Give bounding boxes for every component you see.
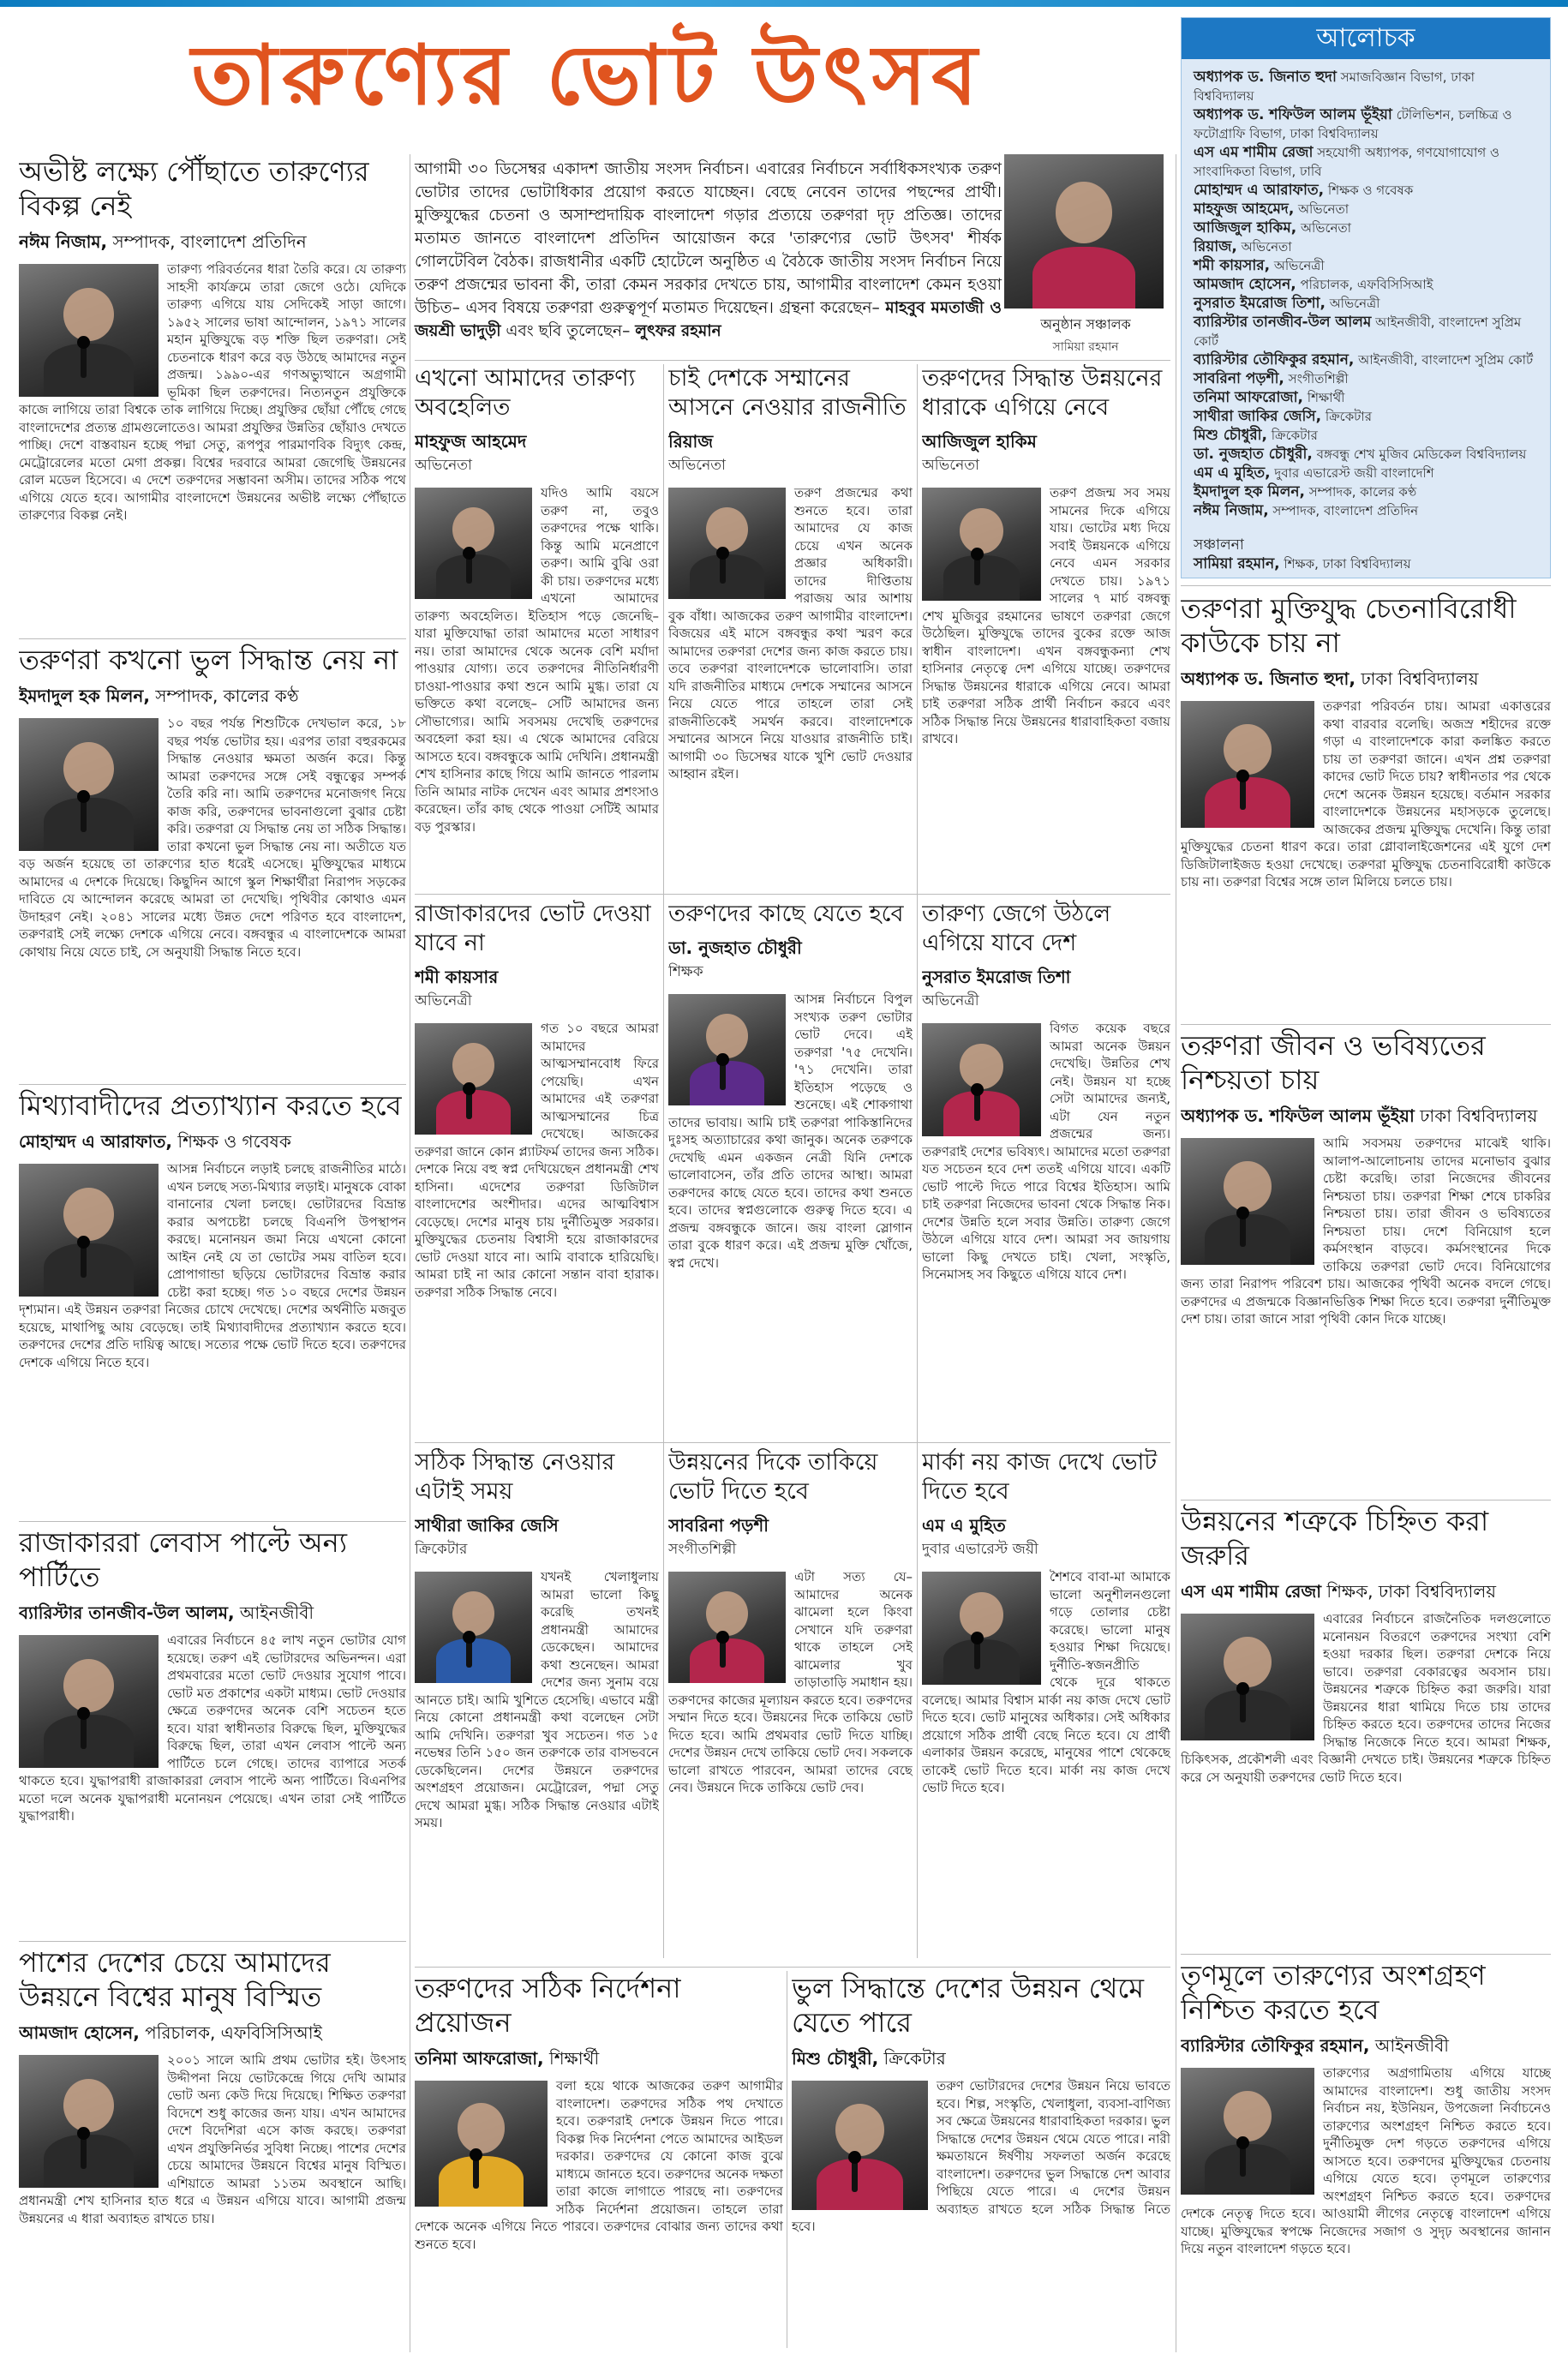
section-rule	[19, 1521, 406, 1522]
article-headline: রাজাকারদের ভোট দেওয়া যাবে না	[415, 901, 651, 956]
intro-text: আগামী ৩০ ডিসেম্বর একাদশ জাতীয় সংসদ নির্বাচন। এবারের নির্বাচনে সর্বাধিকসংখ্যক তরুণ ভোটার তাদের ভোটাধিকার প্রয়োগ করতে যাচ্ছেন। বেছে নেবেন তাদের পছন্দের প্রার্থী। মুক্তিযুদ্ধের চেতনা ও অসাম্প্রদায়িক বাংলাদেশ গড়ার প্রত্যয়ে তরুণরা দৃঢ় প্রতিজ্ঞ। তাদের মতামত জানতে বাংলাদেশ প্রতিদিন আয়োজন করে 'তারুণ্যের ভোট উৎসব' শীর্ষক গোলটেবিল বৈঠক। রাজধানীর একটি হোটেলে অনুষ্ঠিত এ বৈঠকে জাতীয় সংসদ নির্বাচন নিয়ে তরুণ প্রজন্মের ভাবনা কী, তারা কেমন সরকার দেখতে চায়, আগামীর বাংলাদেশ কেমন হওয়া উচিত– এসব বিষয়ে তরুণরা গুরুত্বপূর্ণ মতামত দিয়েছেন। গ্রন্থনা করেছেন– মাহবুব মমতাজী ও জয়শ্রী ভাদুড়ী এবং ছবি তুলেছেন– লুৎফর রহমান	[415, 160, 1002, 340]
section-rule	[1181, 1024, 1551, 1025]
section-rule	[1181, 1954, 1551, 1955]
article-headline: তরুণদের কাছে যেতে হবে	[668, 901, 904, 927]
article-c2	[792, 1971, 1170, 2348]
article-byline: অধ্যাপক ড. জিনাত হুদা, ঢাকা বিশ্ববিদ্যালয়	[1181, 668, 1479, 689]
article-body: যখনই খেলাধুলায় আমরা ভালো কিছু করেছি তখনই প্রধানমন্ত্রী আমাদের ডেকেছেন। আমাদের কথা শুনেছেন। আমরা দেশের জন্য সুনাম বয়ে আনতে চাই। আমি খুশিতে হেসেছি। এভাবে মন্ত্রী নিয়ে কোনো প্রধানমন্ত্রী কথা বলেছেন সেটা আমি দেখিনি। তরুণরা খুব সচেতন। গত ১৫ নভেম্বর তিনি ১৫০ জন তরুণকে তার বাসভবনে ডেকেছিলেন। দেশের উন্নয়নে তরুণদের অংশগ্রহণ প্রয়োজন। মেট্রোরেল, পদ্মা সেতু দেখে আমরা মুগ্ধ। সঠিক সিদ্ধান্ত নেওয়ার এটাই সময়।	[415, 1569, 659, 1830]
speaker-photo	[1181, 1614, 1314, 1740]
speaker-photo	[415, 1572, 532, 1683]
article-headline: মিথ্যাবাদীদের প্রত্যাখ্যান করতে হবে	[19, 1089, 402, 1122]
microphone-icon	[1240, 1690, 1246, 1722]
article-byline: মাহফুজ আহমেদ অভিনেতা	[415, 431, 527, 474]
discussants-panel	[1181, 17, 1551, 578]
speaker-photo	[19, 1164, 159, 1297]
article-headline: তারুণ্য জেগে উঠলে এগিয়ে যাবে দেশ	[922, 901, 1111, 956]
article-byline: নঈম নিজাম, সম্পাদক, বাংলাদেশ প্রতিদিন	[19, 231, 307, 252]
panel-item: তনিমা আফরোজা, শিক্ষার্থী	[1194, 389, 1345, 406]
article-d2	[1181, 1028, 1551, 1495]
microphone-icon	[720, 554, 726, 584]
speaker-photo	[415, 488, 532, 599]
panel-item: মিশু চৌধুরী, ক্রিকেটার	[1194, 427, 1318, 444]
panel-item: আমজাদ হোসেন, পরিচালক, এফবিসিসিআই	[1194, 276, 1433, 293]
speaker-photo	[668, 1572, 786, 1683]
microphone-icon	[974, 1091, 980, 1120]
article-headline: রাজাকাররা লেবাস পাল্টে অন্য পার্টিতে	[19, 1526, 348, 1593]
article-byline: সাথীরা জাকির জেসি ক্রিকেটার	[415, 1515, 559, 1558]
article-body: এটা সত্য যে– আমাদের অনেক ঝামেলা হলে কিংবা সেখানে যদি তরুণরা থাকে তাহলে সেই ঝামেলার খুব তাড়াতাড়ি সমাধান হয়। তরুণদের কাজের মূল্যায়ন করতে হবে। তরুণদের সম্মান দিতে হবে। উন্নয়নের দিকে তাকিয়ে ভোট দিতে হবে। আমি প্রথমবার ভোট দিতে যাচ্ছি। দেশের উন্নয়ন দেখে তাকিয়ে ভোট দেব। সকলকে ভালো রাখতে পারবেন, আমরা তাদের বেছে নেব। উন্নয়নে দিকে তাকিয়ে ভোট দেব।	[668, 1569, 913, 1795]
panel-item: এস এম শামীম রেজা সহযোগী অধ্যাপক, গণযোগাযোগ ও সাংবাদিকতা বিভাগ, ঢাবি	[1194, 144, 1499, 179]
intro	[415, 158, 1002, 343]
article-headline: তরুণদের সঠিক নির্দেশনা প্রয়োজন	[415, 1972, 681, 2039]
section-rule	[1181, 585, 1551, 586]
speaker-photo	[19, 1635, 159, 1768]
panel-item: ব্যারিস্টার তানজীব-উল আলম আইনজীবী, বাংলাদেশ সুপ্রিম কোর্ট	[1194, 314, 1522, 349]
host	[1004, 154, 1167, 357]
article-b5	[668, 900, 913, 1435]
article-headline: তরুণরা জীবন ও ভবিষ্যতের নিশ্চয়তা চায়	[1181, 1029, 1486, 1096]
article-byline: অধ্যাপক ড. শফিউল আলম ভূঁইয়া ঢাকা বিশ্ববিদ্যালয়	[1181, 1105, 1538, 1126]
article-byline: মোহাম্মদ এ আরাফাত, শিক্ষক ও গবেষক	[19, 1131, 291, 1152]
article-body: গত ১০ বছরে আমরা আমাদের আত্মসম্মানবোধ ফিরে পেয়েছি। এখন আমাদের এই তরুণরা আত্মসম্মানের চিত্র দেখেছে। আজকের তরুণরা জানে কোন প্ল্যাটফর্ম তাদের জন্য সঠিক। দেশকে নিয়ে বহু স্বপ্ন দেখিয়েছেন প্রধানমন্ত্রী শেখ হাসিনা। এদেশের তরুণরা ডিজিটাল বাংলাদেশের অংশীদার। এদের আত্মবিশ্বাস বেড়েছে। দেশের মানুষ চায় দুর্নীতিমুক্ত সরকার। মুক্তিযুদ্ধের চেতনায় বিশ্বাসী হয়ে রাজাকারদের ভোট দেওয়া যাবে না। আমি বাবাকে হারিয়েছি। আমরা চাই না আর কোনো সন্তান বাবা হারাক। তরুণরা সঠিক সিদ্ধান্ত নেবে।	[415, 1021, 659, 1300]
article-b6	[922, 900, 1170, 1435]
speaker-photo	[415, 2081, 548, 2207]
article-byline: ব্যারিস্টার তৌফিকুর রহমান, আইনজীবী	[1181, 2035, 1449, 2056]
article-byline: সাবরিনা পড়শী সংগীতশিল্পী	[668, 1515, 769, 1558]
panel-item: এম এ মুহিত, দুবার এভারেস্ট জয়ী বাংলাদেশি	[1194, 464, 1434, 482]
microphone-icon	[81, 1243, 87, 1278]
microphone-icon	[1240, 2144, 1246, 2177]
panel-moderator: সঞ্চালনা সামিয়া রহমান, শিক্ষক, ঢাকা বিশ্ববিদ্যালয়	[1194, 536, 1411, 572]
article-b1	[415, 364, 659, 887]
article-headline: চাই দেশকে সম্মানের আসনে নেওয়ার রাজনীতি	[668, 365, 907, 421]
microphone-icon	[974, 1639, 980, 1668]
microphone-icon	[466, 1090, 472, 1119]
article-d3	[1181, 1504, 1551, 1950]
panel-item: ডা. নুজহাত চৌধুরী, বঙ্গবন্ধু শেখ মুজিব মেডিকেল বিশ্ববিদ্যালয়	[1194, 446, 1527, 463]
article-headline: তরুণরা কখনো ভুল সিদ্ধান্ত নেয় না	[19, 644, 398, 676]
host-caption: অনুষ্ঠান সঞ্চালক সামিয়া রহমান	[1040, 316, 1131, 354]
article-body: বলা হয়ে থাকে আজকের তরুণ আগামীর বাংলাদেশ। তরুণদের সঠিক পথ দেখাতে হবে। তরুণরাই দেশকে উন্নয়ন দিতে পারে। বিকল্প দিক নির্দেশনা পেতে আমাদের আইডল দরকার। তরুণদের যে কোনো কাজ বুঝে মাধ্যমে জানতে হবে। তরুণদের অনেক দক্ষতা তারা কাজে লাগাতে পারছে না। তরুণদের সঠিক নির্দেশনা প্রয়োজন। তাহলে তারা দেশকে অনেক এগিয়ে নিতে পারবে। তরুণদের বোঝার জন্য তাদের কথা শুনতে হবে।	[415, 2078, 783, 2252]
article-body: তরুণ ভোটারদের দেশের উন্নয়ন নিয়ে ভাবতে হবে। শিল্প, সংস্কৃতি, খেলাধুলা, ব্যবসা-বাণিজ্য সব ক্ষেত্রে উন্নয়নের ধারাবাহিকতা দরকার। ভুল সিদ্ধান্তে দেশের উন্নয়ন থেমে যেতে পারে। নারী ক্ষমতায়নে ঈর্ষণীয় সফলতা অর্জন করেছে বাংলাদেশ। তরুণদের ভুল সিদ্ধান্তে দেশ আবার পিছিয়ে যেতে পারে। এ দেশের উন্নয়ন অব্যাহত রাখতে হলে সঠিক সিদ্ধান্ত নিতে হবে।	[792, 2078, 1170, 2234]
article-byline: নুসরাত ইমরোজ তিশা অভিনেত্রী	[922, 967, 1071, 1009]
article-body: আসন্ন নির্বাচনে বিপুল সংখ্যক তরুণ ভোটার ভোট দেবে। এই তরুণরা '৭৫ দেখেনি। '৭১ দেখেনি। তারা ইতিহাস পড়েছে ও শুনেছে। এই শোকগাথা তাদের ভাবায়। আমি চাই তরুণরা পাকিস্তানিদের দুঃসহ অত্যাচারের কথা জানুক। অনেক তরুণকে দেখেছি এমন একজন নেত্রী যিনি দেশকে ভালোবাসেন, তাঁর প্রতি তাদের আস্থা। আমরা তরুণদের কাছে যেতে হবে। তাদের কথা শুনতে হবে। তাদের স্বপ্নগুলোকে গুরুত্ব দিতে হবে। এ প্রজন্ম বঙ্গবন্ধুকে জানে। জয় বাংলা স্লোগান তারা বুকে ধারণ করে। এই প্রজন্ম মুক্তি খোঁজে, স্বপ্ন দেখে।	[668, 991, 913, 1271]
article-body: তারুণ্য পরিবর্তনের ধারা তৈরি করে। যে তারুণ্য সাহসী কার্যক্রমে তারা জেগে ওঠে। যেদিকে তারুণ্য এগিয়ে যায় সেদিকেই সাড়া জাগে। ১৯৫২ সালের ভাষা আন্দোলন, ১৯৭১ সালের মহান মুক্তিযুদ্ধে বড় শক্তি ছিল তরুণরা। সেই চেতনাকে ধারণ করে বড় উঠছে আমাদের নতুন প্রজন্ম। ১৯৯০-এর গণঅভ্যুত্থানে অগ্রগামী ভূমিকা ছিল তরুণদের। নিত্যনতুন প্রযুক্তিকে কাজে লাগিয়ে তারা বিশ্বকে তাক লাগিয়ে দিচ্ছে। প্রযুক্তির ছোঁয়া পৌঁছে গেছে বাংলাদেশের প্রত্যন্ত গ্রামগুলোতেও। আমরা প্রযুক্তির উন্নতির ছোঁয়াও দেখতে পাচ্ছি। দেশে বাস্তবায়ন হচ্ছে পদ্মা সেতু, রূপপুর পারমাণবিক বিদ্যুৎ কেন্দ্র, মেট্রোরেলের মতো মেগা প্রকল্প। বিশ্বের দরবারে আমরা জেগেছি উন্নয়নের রোল মডেল হিসেবে। এ দেশে তরুণদের সম্ভাবনা অসীম। তাদের সঠিক পথে এগিয়ে যেতে হবে। আগামীর বাংলাদেশে উন্নয়নের অভীষ্ট লক্ষ্যে পৌঁছাতে তারুণ্যের বিকল্প নেই।	[19, 261, 406, 523]
article-headline: উন্নয়নের দিকে তাকিয়ে ভোট দিতে হবে	[668, 1449, 878, 1505]
article-body: ১০ বছর পর্যন্ত শিশুটিকে দেখভাল করে, ১৮ বছর পর্যন্ত ভোটার হয়। এরপর তারা বহুরকমের সিদ্ধান্ত নেওয়ার ক্ষমতা অর্জন করে। কিন্তু আমরা তরুণদের সঙ্গে সেই বন্ধুত্বের সম্পর্ক তৈরি করি না। আমি তরুণদের মনোজগৎ নিয়ে কাজ করি, তরুণদের ভাবনাগুলো বুঝার চেষ্টা করি। তরুণরা যে সিদ্ধান্ত নেয় তা সঠিক সিদ্ধান্ত। তারা কখনো ভুল সিদ্ধান্ত নেয় না। অতীতে যত বড় অর্জন হয়েছে তা তারুণ্যের হাত ধরেই এসেছে। মুক্তিযুদ্ধের মাধ্যমে আমাদের এ দেশকে দিয়েছে। কিছুদিন আগে স্কুল শিক্ষার্থীরা নিরাপদ সড়কের দাবিতে যে আন্দোলন করেছে আমরা তা দেখেছি। পৃথিবীর কোথাও এমন উদাহরণ নেই। ২০৪১ সালের মধ্যে উন্নত দেশে পরিণত হবে বাংলাদেশ, তরুণরাই সেই লক্ষ্যে দেশকে এগিয়ে নেবে। বঙ্গবন্ধুর এ বাংলাদেশকে আমরা কোথায় নিয়ে যেতে চাই, সে অনুযায়ী সিদ্ধান্ত নিতে হবে।	[19, 716, 406, 960]
page-title: তারুণ্যের ভোট উৎসব	[191, 27, 983, 123]
article-body: বিগত কয়েক বছরে আমরা অনেক উন্নয়ন দেখেছি। উন্নতির শেখ নেই। উন্নয়ন যা হচ্ছে সেটা আমাদের জন্যই, এটা যেন নতুন প্রজন্মের জন্য। তরুণরাই দেশের ভবিষ্যৎ। আমাদের মতো তরুণরা যত সচেতন হবে দেশ ততই এগিয়ে যাবে। একটি ভোট পাল্টে দিতে পারে বিশ্বের ইতিহাস। আমি চাই তরুণরা নিজেদের ভাবনা থেকে সিদ্ধান্ত নিক। দেশের উন্নতি হলে সবার উন্নতি। তারুণ্য জেগে উঠলে এগিয়ে যাবে দেশ। আমরা সব জায়গায় ভালো কিছু দেখতে চাই। খেলা, সংস্কৃতি, সিনেমাসহ সব কিছুতে এগিয়ে যাবে দেশ।	[922, 1021, 1170, 1282]
microphone-icon	[81, 798, 87, 832]
host-photo	[1004, 154, 1164, 308]
microphone-icon	[1240, 777, 1246, 810]
microphone-icon	[720, 1061, 726, 1090]
article-headline: মার্কা নয় কাজ দেখে ভোট দিতে হবে	[922, 1449, 1158, 1505]
article-byline: আজিজুল হাকিম অভিনেতা	[922, 431, 1037, 474]
microphone-icon	[720, 1638, 726, 1668]
article-body: আমি সবসময় তরুণদের মাঝেই থাকি। আলাপ-আলোচনায় তাদের মনোভাব বুঝার চেষ্টা করেছি। তারা নিজেদের জীবনের নিশ্চয়তা চায়। তরুণরা শিক্ষা শেষে চাকরির নিশ্চয়তা চায়। তারা জীবন ও ভবিষ্যতের নিশ্চয়তা চায়। দেশে বিনিয়োগ হলে কর্মসংস্থান বাড়বে। কর্মসংস্থানের দিকে তাকিয়ে তরুণরা ভোট দেবে। বিনিয়োগের জন্য তারা নিরাপদ পরিবেশ চায়। আজকের পৃথিবী অনেক বদলে গেছে। তরুণদের এ প্রজন্মকে বিজ্ঞানভিত্তিক শিক্ষা দিতে হবে। তরুণরা দুর্নীতিমুক্ত দেশ চায়। তারা জানে সারা পৃথিবী কোন দিকে যাচ্ছে।	[1181, 1135, 1551, 1327]
article-headline: অভীষ্ট লক্ষ্যে পৌঁছাতে তারুণ্যের বিকল্প নেই	[19, 155, 369, 222]
microphone-icon	[466, 554, 472, 584]
article-headline: সঠিক সিদ্ধান্ত নেওয়ার এটাই সময়	[415, 1449, 615, 1505]
article-byline: ব্যারিস্টার তানজীব-উল আলম, আইনজীবী	[19, 1602, 314, 1623]
masthead	[0, 7, 1174, 144]
microphone-icon	[466, 1638, 472, 1668]
article-a5	[19, 1945, 406, 2348]
speaker-photo	[415, 1023, 532, 1135]
section-rule	[19, 1941, 406, 1942]
panel-item: ইমদাদুল হক মিলন, সম্পাদক, কালের কণ্ঠ	[1194, 483, 1417, 500]
article-b2	[668, 364, 913, 887]
speaker-photo	[1181, 1138, 1314, 1265]
panel-item: রিয়াজ, অভিনেতা	[1194, 238, 1292, 255]
article-body: এবারের নির্বাচনে রাজনৈতিক দলগুলোতে মনোনয়ন বিতরণে তরুণদের সংখ্যা বেশি হওয়া দরকার ছিল। তরুণরা দেশকে নিয়ে ভাবে। তরুণরা বেকারত্বের অবসান চায়। উন্নয়নের শত্রুকে চিহ্নিত করা জরুরি। যারা উন্নয়নের ধারা থামিয়ে দিতে চায় তাদের চিহ্নিত করতে হবে। তরুণদের তাদের নিজের সিদ্ধান্ত নিজেকে নিতে হবে। আমরা শিক্ষক, চিকিৎসক, প্রকৌশলী এবং বিজ্ঞানী দেখতে চাই। উন্নয়নের শত্রুকে চিহ্নিত করে সে অনুযায়ী তরুণদের ভোট দিতে হবে।	[1181, 1611, 1551, 1785]
article-body: তরুণ প্রজন্ম সব সময় সামনের দিকে এগিয়ে যায়। ভোটের মধ্য দিয়ে সবাই উন্নয়নকে এগিয়ে নেবে এমন সরকার দেখতে চায়। ১৯৭১ সালের ৭ মার্চ বঙ্গবন্ধু শেখ মুজিবুর রহমানের ভাষণে তরুণরা জেগে উঠেছিল। মুক্তিযুদ্ধে তাদের বুকের রক্তে আজ স্বাধীন বাংলাদেশ। এখন বঙ্গবন্ধুকন্যা শেখ হাসিনার নেতৃত্বে দেশ এগিয়ে যাচ্ছে। তরুণদের সিদ্ধান্ত উন্নয়নের ধারাকে এগিয়ে নেবে। আমরা চাই তরুণরা সঠিক প্রার্থী নির্বাচন করবে এবং সঠিক সিদ্ধান্ত নিয়ে উন্নয়নের ধারাবাহিকতা বজায় রাখবে।	[922, 485, 1170, 746]
column-rule	[917, 364, 918, 1958]
article-headline: পাশের দেশের চেয়ে আমাদের উন্নয়নে বিশ্বের মানুষ বিস্মিত	[19, 1946, 331, 2013]
article-byline: আমজাদ হোসেন, পরিচালক, এফবিসিসিআই	[19, 2022, 322, 2043]
microphone-icon	[81, 1715, 87, 1749]
microphone-icon	[473, 2156, 479, 2189]
article-b8	[668, 1448, 913, 1962]
speaker-photo	[922, 1572, 1041, 1685]
article-byline: ইমদাদুল হক মিলন, সম্পাদক, কালের কণ্ঠ	[19, 686, 299, 706]
panel-item: অধ্যাপক ড. শফিউল আলম ভূঁইয়া টেলিভিশন, চলচ্চিত্র ও ফটোগ্রাফি বিভাগ, ঢাকা বিশ্ববিদ্যালয়	[1194, 106, 1512, 141]
panel-item: মাহফুজ আহমেদ, অভিনেতা	[1194, 201, 1350, 218]
speaker-photo	[1181, 2068, 1314, 2195]
top-rule	[0, 0, 1568, 7]
article-byline: রিয়াজ অভিনেতা	[668, 431, 726, 474]
article-a2	[19, 643, 406, 1080]
panel-item: সাথীরা জাকির জেসি, ক্রিকেটার	[1194, 408, 1372, 425]
article-body: তরুণ প্রজন্মের কথা শুনতে হবে। তারা আমাদের যে কাজ চেয়ে এখন অনেক প্রজ্ঞার অধিকারী। তাদের দীপ্তিতায় পরাজয় আর আশায় বুক বাঁধা। আজকের তরুণ আগামীর বাংলাদেশ। বিজয়ের এই মাসে বঙ্গবন্ধুর কথা স্মরণ করে আমাদের তরুণরা দেশের জন্য কাজ করতে চায়। তবে তরুণরা বাংলাদেশকে ভালোবাসি। তারা যদি রাজনীতির মাধ্যমে দেশকে সম্মানের আসনে নিয়ে যেতে পারে তাহলে তারা সেই রাজনীতিকেই সমর্থন করবে। বাংলাদেশকে সম্মানের আসনে নিয়ে যাওয়ার রাজনীতি চাই। আগামী ৩০ ডিসেম্বর যাকে খুশি ভোট দেওয়ার আহ্বান রইল।	[668, 485, 913, 782]
section-rule	[19, 638, 406, 639]
article-b7	[415, 1448, 659, 1962]
article-a1	[19, 154, 406, 634]
article-byline: এম এ মুহিত দুবার এভারেস্ট জয়ী	[922, 1515, 1038, 1558]
article-headline: উন্নয়নের শত্রুকে চিহ্নিত করা জরুরি	[1181, 1505, 1489, 1572]
article-body: শৈশবে বাবা-মা আমাকে ভালো অনুশীলনগুলো গড়ে তোলার চেষ্টা করেছে। ভালো মানুষ হওয়ার শিক্ষা দিয়েছে। দুর্নীতি-স্বজনপ্রীতি থেকে দূরে থাকতে বলেছে। আমার বিশ্বাস মার্কা নয় কাজ দেখে ভোট দিতে হবে। ভোট মানুষের অধিকার। সেই অধিকার প্রয়োগে সঠিক প্রার্থী বেছে নিতে হবে। যে প্রার্থী এলাকার উন্নয়ন করেছে, মানুষের পাশে থেকেছে তাকেই ভোট দিতে হবে। মার্কা নয় কাজ দেখে ভোট দিতে হবে।	[922, 1569, 1170, 1795]
article-body: এবারের নির্বাচনে ৪৫ লাখ নতুন ভোটার যোগ হয়েছে। তরুণ এই ভোটারদের অভিনন্দন। এরা প্রথমবারের মতো ভোট দেওয়ার সুযোগ পাবে। ভোট মত প্রকাশের একটা মাধ্যম। ভোট দেওয়ার ক্ষেত্রে তরুণদের অনেক বেশি সচেতন হতে হবে। যারা স্বাধীনতার বিরুদ্ধে ছিল, মুক্তিযুদ্ধের বিরুদ্ধে ছিল, তারা এখন লেবাস পাল্টে অন্য পার্টিতে চলে গেছে। তাদের ব্যাপারে সতর্ক থাকতে হবে। যুদ্ধাপরাধী রাজাকাররা লেবাস পাল্টে অন্য পার্টিতে। বিএনপির মতো দলে অনেক যুদ্ধাপরাধী মনোনয়ন পেয়েছে। এখন তারা সেই পার্টিতে যুদ্ধাপরাধী।	[19, 1632, 406, 1824]
speaker-photo	[922, 488, 1041, 601]
speaker-photo	[19, 264, 159, 397]
speaker-photo	[792, 2081, 928, 2210]
article-headline: ভুল সিদ্ধান্তে দেশের উন্নয়ন থেমে যেতে পারে	[792, 1972, 1144, 2039]
speaker-photo	[668, 488, 786, 599]
article-byline: ডা. নুজহাত চৌধুরী শিক্ষক	[668, 937, 802, 980]
section-rule	[19, 1084, 406, 1085]
article-b3	[922, 364, 1170, 887]
microphone-icon	[81, 344, 87, 378]
article-body: যদিও আমি বয়সে তরুণ না, তবুও তরুণদের পক্ষে থাকি। কিন্তু আমি মনেপ্রাণে তরুণ। আমি বুঝি ওরা কী চায়। তরুণদের মধ্যে এখনো আমাদের তারুণ্য অবহেলিত। ইতিহাস পড়ে জেনেছি– যারা মুক্তিযোদ্ধা তারা আমাদের মতো সাধারণ নয়। তারা আমাদের থেকে অনেক বেশি মর্যাদা পাওয়ার যোগ্য। তবে তরুণদের নীতিনির্ধারণী চাওয়া-পাওয়ার কথা শুনে আমি মুগ্ধ। তারা যে ভক্তিতে কথা বলেছে– সেটি আমাদের জন্য সৌভাগ্যের। আমি সবসময় দেখেছি তরুণদের অবহেলা করা হয়। এ থেকে আমাদের বেরিয়ে আসতে হবে। বঙ্গবন্ধুকে আমি দেখিনি। প্রধানমন্ত্রী শেখ হাসিনার কাছে গিয়ে আমি জানতে পারলাম তিনি আমার নাটক দেখেন এবং আমার প্রশংসাও করেছেন। তাঁর কাছ থেকে পাওয়া সেটিই আমার বড় পুরস্কার।	[415, 485, 659, 835]
article-byline: মিশু চৌধুরী, ক্রিকেটার	[792, 2048, 946, 2069]
section-rule	[415, 1967, 1170, 1968]
article-body: তারুণ্যের অগ্রগামিতায় এগিয়ে যাচ্ছে আমাদের বাংলাদেশ। শুধু জাতীয় সংসদ নির্বাচন নয়, ইউনিয়ন, উপজেলা নির্বাচনেও তারুণ্যের অংশগ্রহণ নিশ্চিত করতে হবে। দুর্নীতিমুক্ত দেশ গড়তে তরুণদের এগিয়ে আসতে হবে। তরুণদের মুক্তিযুদ্ধের চেতনায় এগিয়ে যেতে হবে। তৃণমূলে তারুণ্যের অংশগ্রহণ নিশ্চিত করতে হবে। তরুণদের দেশকে নেতৃত্ব দিতে হবে। আওয়ামী লীগের নেতৃত্বে বাংলাদেশ এগিয়ে যাচ্ছে। মুক্তিযুদ্ধের স্বপক্ষে নিজেদের সজাগ ও সুদৃঢ় অবস্থানের জানান দিয়ে নতুন বাংলাদেশ গড়তে হবে।	[1181, 2065, 1551, 2256]
article-headline: তরুণদের সিদ্ধান্ত উন্নয়নের ধারাকে এগিয়ে নেবে	[922, 365, 1163, 421]
speaker-photo	[1181, 701, 1314, 828]
panel-item: শমী কায়সার, অভিনেত্রী	[1194, 257, 1325, 274]
panel-item: মোহাম্মদ এ আরাফাত, শিক্ষক ও গবেষক	[1194, 182, 1414, 199]
panel-title: আলোচক	[1182, 18, 1550, 59]
section-rule	[415, 1442, 1170, 1443]
article-a3	[19, 1088, 406, 1517]
article-a4	[19, 1525, 406, 1937]
panel-item: নুসরাত ইমরোজ তিশা, অভিনেত্রী	[1194, 295, 1380, 312]
article-headline: তরুণরা মুক্তিযুদ্ধ চেতনাবিরোধী কাউকে চায় না	[1181, 592, 1517, 659]
panel-item: আজিজুল হাকিম, অভিনেতা	[1194, 219, 1352, 237]
speaker-photo	[922, 1023, 1041, 1136]
microphone-icon	[1240, 1214, 1246, 1247]
article-d1	[1181, 591, 1551, 1020]
column-rule	[663, 364, 664, 1958]
panel-item: অধ্যাপক ড. জিনাত হুদা সমাজবিজ্ঞান বিভাগ, ঢাকা বিশ্ববিদ্যালয়	[1194, 69, 1475, 104]
speaker-photo	[19, 718, 159, 851]
panel-item: নঈম নিজাম, সম্পাদক, বাংলাদেশ প্রতিদিন	[1194, 502, 1419, 519]
article-headline: তৃণমূলে তারুণ্যের অংশগ্রহণ নিশ্চিত করতে হবে	[1181, 1959, 1486, 2026]
panel-list	[1182, 59, 1550, 582]
article-headline: এখনো আমাদের তারুণ্য অবহেলিত	[415, 365, 636, 421]
panel-item: ব্যারিস্টার তৌফিকুর রহমান, আইনজীবী, বাংলাদেশ সুপ্রিম কোর্ট	[1194, 351, 1534, 368]
microphone-icon	[81, 2135, 87, 2169]
article-body: তরুণরা পরিবর্তন চায়। আমরা একাত্তরের কথা বারবার বলেছি। অজস্র শহীদের রক্তে গড়া এ বাংলাদেশকে কারা কলঙ্কিত করতে চায় তা তরুণরা জানে। এখন প্রশ্ন তরুণরা কাদের ভোট দিতে চায়? স্বাধীনতার পর থেকে দেশে অনেক উন্নয়ন হয়েছে। বর্তমান সরকার বাংলাদেশকে উন্নয়নের মহাসড়কে তুলেছে। আজকের প্রজন্ম মুক্তিযুদ্ধ দেখেনি। কিন্তু তারা মুক্তিযুদ্ধের চেতনা ধারণ করে। তারা গ্লোবালাইজেশনের এই যুগে দেশ ডিজিটালাইজড হওয়া দেখেছে। তরুণরা মুক্তিযুদ্ধ চেতনাবিরোধী কাউকে চায় না। তরুণরা বিশ্বের সঙ্গে তাল মিলিয়ে চলতে চায়।	[1181, 698, 1551, 889]
microphone-icon	[974, 555, 980, 584]
speaker-photo	[19, 2055, 159, 2188]
section-rule	[415, 894, 1170, 895]
microphone-icon	[852, 2159, 858, 2192]
article-c1	[415, 1971, 783, 2348]
article-b9	[922, 1448, 1170, 1962]
article-b4	[415, 900, 659, 1435]
article-byline: তনিমা আফরোজা, শিক্ষার্থী	[415, 2048, 600, 2069]
article-body: আসন্ন নির্বাচনে লড়াই চলছে রাজনীতির মাঠে। এখন চলছে সত্য-মিথ্যার লড়াই। মানুষকে বোকা বানানোর খেলা চলছে। ভোটারদের বিভ্রান্ত করার অপচেষ্টা চলছে বিএনপি উপস্থাপন করছে। মনোনয়ন জমা নিয়ে এখনো কোনো আইন নেই যে তা ভোটের সময় বাতিল হবে। প্রোপাগান্ডা ছড়িয়ে ভোটারদের বিভ্রান্ত করার চেষ্টা করা হচ্ছে। গত ১০ বছরে দেশের উন্নয়ন দৃশ্যমান। এই উন্নয়ন তরুণরা নিজের চোখে দেখেছে। দেশের অর্থনীতি মজবুত হয়েছে, মাথাপিছু আয় বেড়েছে। তাই মিথ্যাবাদীদের প্রত্যাখ্যান করতে হবে। তরুণদের দেশের প্রতি দায়িত্ব আছে। সত্যের পক্ষে ভোট দিতে হবে। তরুণদের দেশকে এগিয়ে নিতে হবে।	[19, 1161, 406, 1370]
article-byline: শমী কায়সার অভিনেত্রী	[415, 967, 499, 1009]
article-d4	[1181, 1958, 1551, 2348]
speaker-photo	[668, 994, 786, 1105]
article-byline: এস এম শামীম রেজা শিক্ষক, ঢাকা বিশ্ববিদ্যালয়	[1181, 1581, 1497, 1602]
section-rule	[415, 360, 1170, 361]
panel-item: সাবরিনা পড়শী, সংগীতশিল্পী	[1194, 370, 1349, 387]
article-body: ২০০১ সালে আমি প্রথম ভোটার হই। উৎসাহ উদ্দীপনা নিয়ে ভোটকেন্দ্রে গিয়ে দেখি আমার ভোট অন্য কেউ দিয়ে দিয়েছে। শিক্ষিত তরুণরা বিদেশে শুধু কাজের জন্য যায়। এখন আমাদের দেশে বিদেশিরা এসে কাজ করছে। তরুণরা এখন প্রযুক্তিনির্ভর সুবিধা নিচ্ছে। পাশের দেশের চেয়ে আমাদের উন্নয়নে বিশ্বের মানুষ বিস্মিত। এশিয়াতে আমরা ১১তম অবস্থানে আছি। প্রধানমন্ত্রী শেখ হাসিনার হাত ধরে এ উন্নয়ন এগিয়ে যাবে। আগামী প্রজন্ম উন্নয়নের এ ধারা অব্যাহত রাখতে চায়।	[19, 2052, 406, 2226]
